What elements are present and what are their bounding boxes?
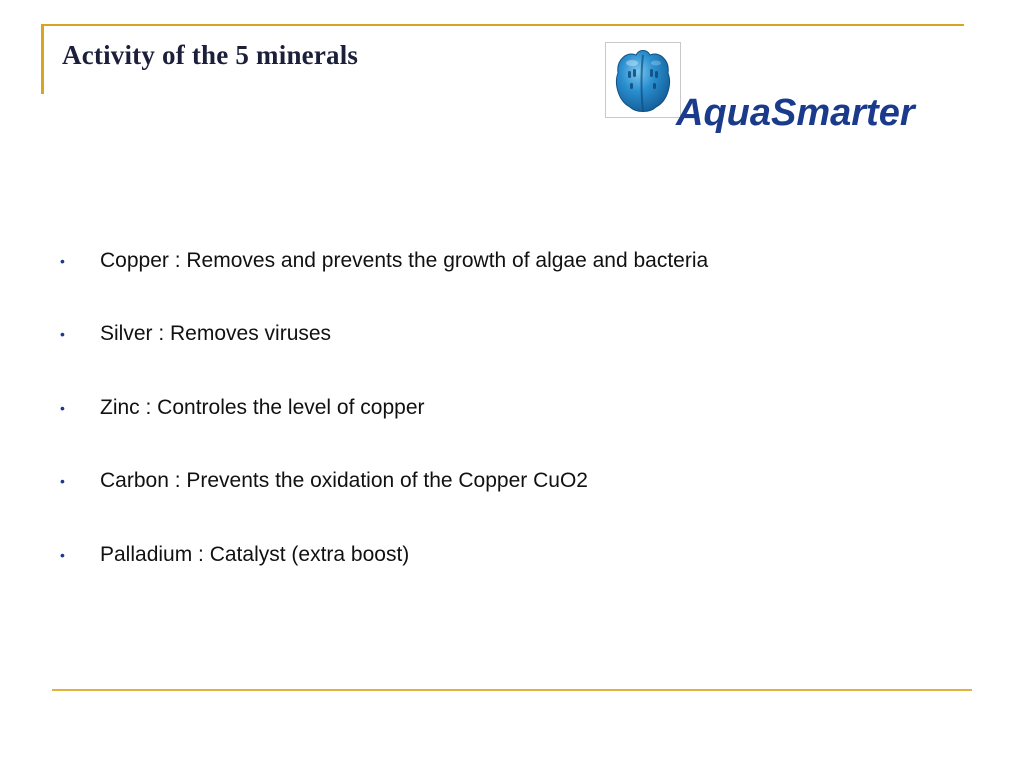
list-item [58, 393, 958, 423]
bullet-text: Copper : Removes and prevents the growth of algae and bacteria [100, 249, 709, 272]
bullet-text: Zinc : Controles the level of copper [100, 396, 425, 419]
slide-title: Activity of the 5 minerals [62, 40, 359, 70]
bullet-text: Silver : Removes viruses [100, 322, 332, 345]
aquasmarter-mineral-ball-icon [605, 42, 681, 118]
bullet-icon: • [60, 473, 65, 489]
list-item [58, 540, 958, 570]
list-item [58, 466, 958, 496]
bullet-icon: • [60, 253, 65, 269]
bullet-text: Palladium : Catalyst (extra boost) [100, 543, 410, 566]
bullet-icon: • [60, 400, 65, 416]
bottom-divider [52, 689, 972, 691]
bullet-icon: • [60, 326, 65, 342]
list-item [58, 319, 958, 349]
top-divider [41, 24, 964, 26]
brand-name: AquaSmarter [676, 92, 915, 134]
bullet-icon: • [60, 547, 65, 563]
list-item [58, 246, 958, 276]
title-accent-bar [41, 24, 44, 94]
bullet-text: Carbon : Prevents the oxidation of the Copper CuO2 [100, 469, 588, 492]
